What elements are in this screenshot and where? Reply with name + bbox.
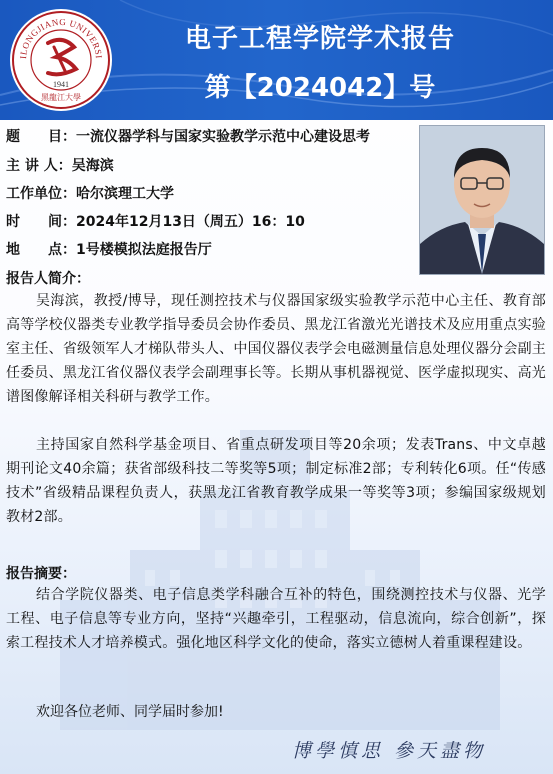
organization-line: 工作单位：哈尔滨理工大学 <box>6 186 174 202</box>
page-title: 电子工程学院学术报告 <box>184 24 455 54</box>
abstract-heading: 报告摘要： <box>6 566 76 582</box>
speaker-photo <box>419 125 545 275</box>
report-number: 第【2024042】号 <box>204 73 436 103</box>
speaker-line: 主 讲 人：吴海滨 <box>6 158 114 174</box>
university-motto: 博學慎思 參天盡物 <box>292 740 487 762</box>
seal-year: 1941 <box>53 80 69 89</box>
closing-invitation: 欢迎各位老师、同学届时参加! <box>36 704 224 720</box>
location-line: 地 点：1号楼模拟法庭报告厅 <box>6 242 212 258</box>
bio-heading: 报告人简介： <box>6 271 90 287</box>
bio-paragraph-1: 吴海滨，教授/博导，现任测控技术与仪器国家级实验教学示范中心主任、教育部高等学校仪器类专业教学指导委员会协作委员、黑龙江省激光光谱技术及应用重点实验室主任、省级领军人才梯队带头人、中国仪器仪表学会电磁测量信息处理仪器分会副主任委员、黑龙江省仪器仪表学会副理事长等。长期从事机器视觉、医学虚拟现实、高光谱图像解译相关科研与教学工作。 <box>6 293 546 405</box>
abstract-paragraph: 结合学院仪器类、电子信息类学科融合互补的特色，围绕测控技术与仪器、光学工程、电子信息等专业方向，坚持“兴趣牵引，工程驱动，信息流向，综合创新”，探索工程技术人才培养模式。强化地区科学文化的使命，落实立德树人着重课程建设。 <box>6 587 546 651</box>
header-banner <box>0 0 553 120</box>
seal-calligraphy: 黑龍江大學 <box>41 93 81 102</box>
seal-name-text: ILONGJIANG UNIVERSI <box>17 16 105 60</box>
topic-line: 题 目：一流仪器学科与国家实验教学示范中心建设思考 <box>6 129 370 145</box>
bio-paragraph-2: 主持国家自然科学基金项目、省重点研发项目等20余项；发表Trans、中文卓越期刊论文40余篇；获省部级科技二等奖等5项；制定标准2部；专利转化6项。任“传感技术”省级精品课程负责人，获黑龙江省教育教学成果一等奖等3项；参编国家级规划教材2部。 <box>6 437 546 525</box>
time-line: 时 间：2024年12月13日（周五）16：10 <box>6 214 305 230</box>
university-seal-icon <box>8 7 114 113</box>
